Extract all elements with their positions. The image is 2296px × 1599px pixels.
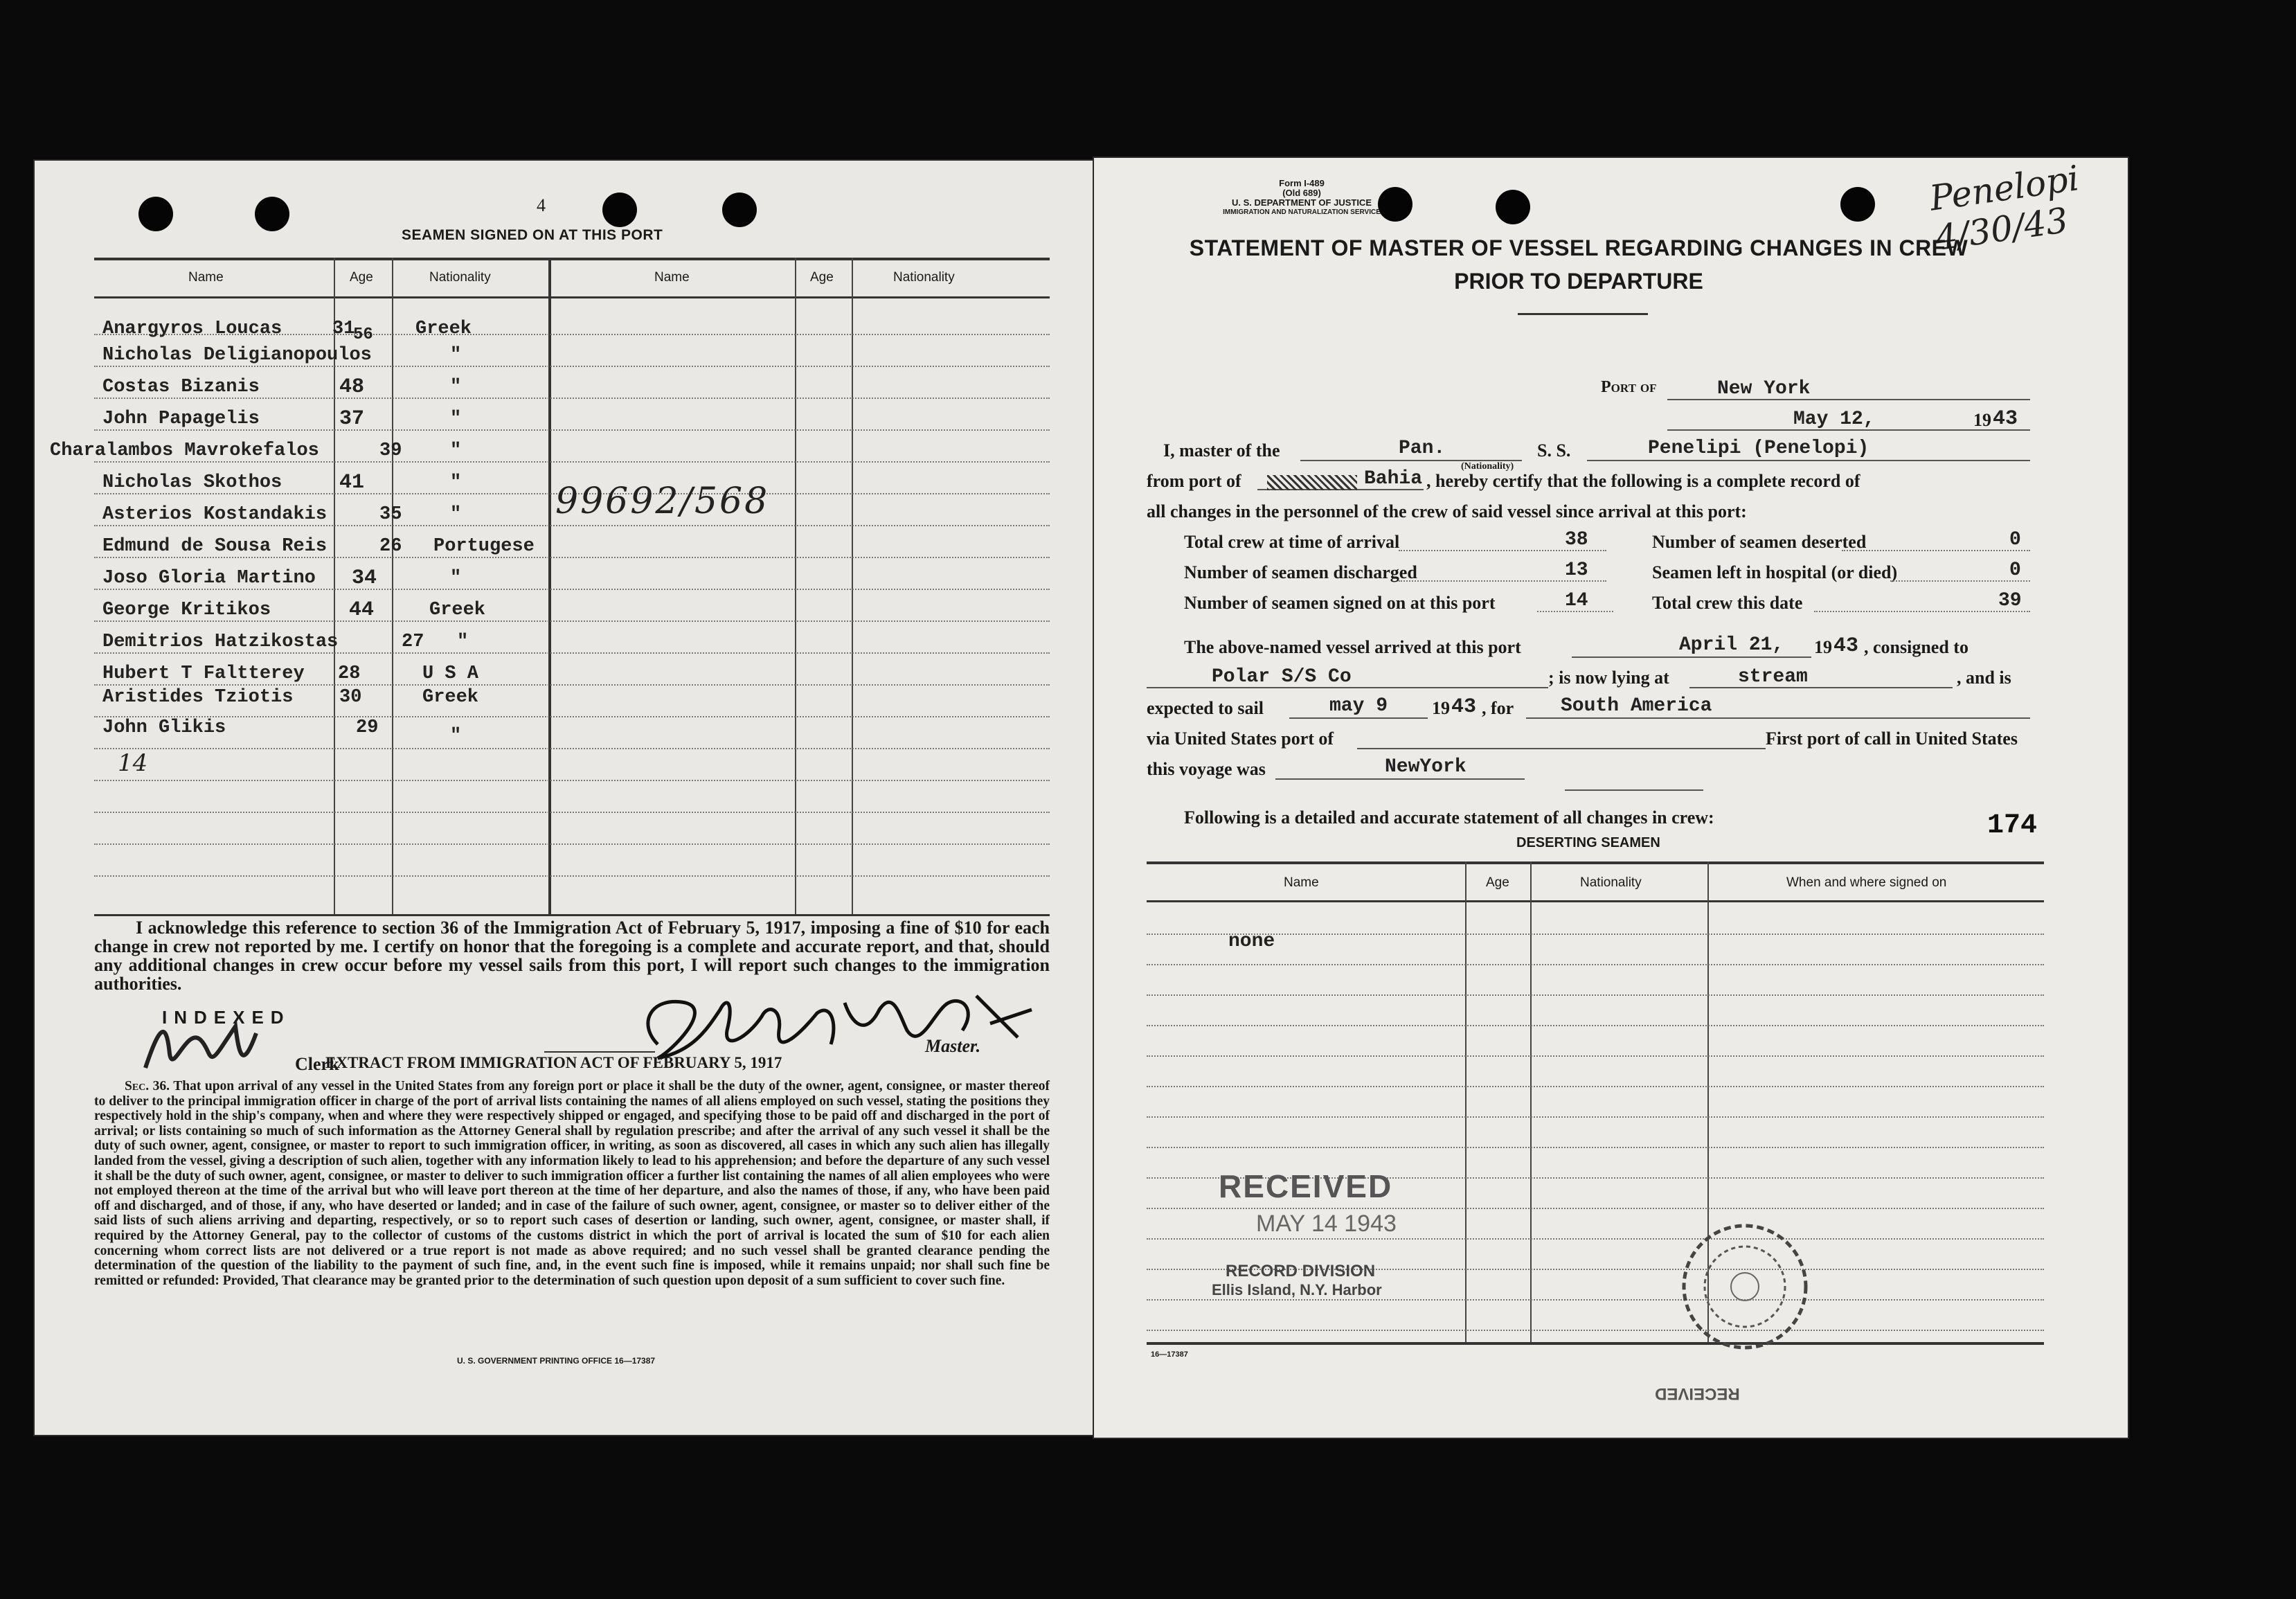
row-rule xyxy=(94,620,1050,622)
circle-stamp-text: RECEIVED xyxy=(1655,1384,1740,1403)
punch-hole xyxy=(255,197,289,231)
crew-age: 44 xyxy=(349,598,375,622)
row-rule xyxy=(94,429,1050,431)
crew-nationality: U S A xyxy=(422,663,479,684)
row-rule xyxy=(1147,1025,2044,1026)
crew-name: Nicholas Skothos xyxy=(102,472,282,493)
changes-text: all changes in the personnel of the crew of said vessel since arrival at this port: xyxy=(1147,501,1747,521)
crew-nationality: " xyxy=(450,377,462,397)
and-is-label: , and is xyxy=(1957,668,2011,688)
stat-label: Seamen left in hospital (or died) xyxy=(1652,562,1898,582)
crew-name: John Glikis xyxy=(102,717,226,738)
arrived-year: 43 xyxy=(1833,634,1859,658)
received-date: MAY 14 1943 xyxy=(1256,1211,1397,1237)
service-name: IMMIGRATION AND NATURALIZATION SERVICE xyxy=(1223,208,1381,216)
row-rule xyxy=(94,716,1050,717)
printer-line: U. S. GOVERNMENT PRINTING OFFICE 16—17387 xyxy=(457,1356,656,1366)
row-rule xyxy=(94,780,1050,781)
sail-year: 43 xyxy=(1451,695,1477,719)
crew-age: 31 xyxy=(332,319,355,339)
stat-value: 39 xyxy=(1998,590,2022,611)
crew-nationality: " xyxy=(450,568,462,589)
row-rule xyxy=(1147,1299,2044,1301)
crew-nationality: " xyxy=(450,472,462,493)
following-label: Following is a detailed and accurate statement of all changes in crew: xyxy=(1184,807,1714,828)
row-rule xyxy=(1147,1086,2044,1087)
deserting-header-rule xyxy=(1147,900,2044,902)
form-id: Form I-489 xyxy=(1279,178,1325,188)
row-rule xyxy=(94,366,1050,367)
row-rule xyxy=(1147,964,2044,965)
crew-name: Edmund de Sousa Reis xyxy=(102,536,328,557)
clerk-label: Clerk xyxy=(295,1054,339,1074)
indexed-stamp: INDEXED xyxy=(162,1007,291,1028)
arrived-label: The above-named vessel arrived at this port xyxy=(1184,637,1521,657)
port-label: Port of xyxy=(1601,378,1657,396)
arrived-underline xyxy=(1572,656,1811,658)
deserting-heading: DESERTING SEAMEN xyxy=(1516,835,1660,850)
handwritten-file-number: 99692/568 xyxy=(555,481,770,522)
crew-age: 30 xyxy=(339,687,362,708)
arrived-year-prefix: 19 xyxy=(1814,637,1832,657)
expected-label: expected to sail xyxy=(1147,698,1264,718)
crew-name: Charalambos Mavrokefalos xyxy=(50,440,319,461)
lying-underline xyxy=(1689,687,1953,688)
col-divider xyxy=(392,258,393,914)
stat-value: 13 xyxy=(1565,560,1588,581)
nationality-value: Pan. xyxy=(1399,438,1446,459)
destination-value: South America xyxy=(1561,695,1712,717)
column-header: When and where signed on xyxy=(1786,875,1947,890)
column-header: Nationality xyxy=(1580,875,1642,890)
for-label: , for xyxy=(1482,698,1514,718)
row-rule xyxy=(94,812,1050,813)
stat-label: Number of seamen discharged xyxy=(1184,562,1417,582)
row-rule xyxy=(1147,1116,2044,1118)
crew-nationality: " xyxy=(450,726,462,747)
crew-nationality: Portugese xyxy=(433,536,535,557)
struck-out-text xyxy=(1267,475,1357,490)
section-text: That upon arrival of any vessel in the United States from any foreign port or place it shall be the duty of the owner, agent, consignee, or master thereof to deliver to the principal immigration officer in charge of the port of arrival lists containing the names of all aliens employed on such vessel, stating the positions they respectively hold in the ship's company, when and where they were respectively shipped or engaged, and specifying those to be paid off and discharged in the port of arrival; or lists containing so much of such information as the Attorney General shall by regulation prescribe; and after the arrival of any such vessel it shall be the duty of such owner, agent, consignee, or master to report to such immigration officer, in writing, as soon as discovered, all cases in which any such alien has illegally landed from the vessel, giving a description of such alien, together with any information likely to lead to his apprehension; and before the departure of any such vessel it shall be the duty of such owner, agent, consignee, or master to deliver to such immigration officer a further list containing the names of all alien employees who were not employed thereon at the time of the arrival but who will leave port thereon at the time of her departure, and also the names of those, if any, who have been paid off and discharged, and of those, if any, who have deserted or landed; and in case of the failure of such owner, agent, consignee, or master so to deliver either of the said lists of such aliens arriving and departing, respectively, or so to report such cases of desertion or landing, such owner, agent, consignee, or master shall, if required by the Attorney General, pay to the collector of customs of the customs district in which the port of arrival is located the sum of $10 for each alien concerning whom correct lists are not delivered or a true report is not made as above required; and no such vessel shall be granted clearance pending the determination of the question of the liability to the payment of such fine, and, in the event such fine is imposed, while it remains unpaid; nor shall such fine be remitted or refunded: Provided, That clearance may be granted prior to the determination of such question upon deposit of a sum sufficient to cover such fine. xyxy=(94,1079,1050,1288)
lying-label: ; is now lying at xyxy=(1548,668,1669,688)
via-underline xyxy=(1357,748,1766,749)
row-rule xyxy=(1147,1238,2044,1240)
row-rule xyxy=(94,652,1050,654)
row-rule xyxy=(1147,934,2044,935)
clerk-initials-signature xyxy=(138,1012,277,1082)
ship-name: Penelipi (Penelopi) xyxy=(1648,438,1869,459)
crew-nationality: " xyxy=(450,504,462,525)
form-title: STATEMENT OF MASTER OF VESSEL REGARDING CHANGES IN CREW xyxy=(1189,235,1968,260)
stat-label: Number of seamen deserted xyxy=(1652,532,1867,552)
sheet-number: 174 xyxy=(1987,810,2038,841)
handwritten-count: 14 xyxy=(118,749,148,777)
crew-name: George Kritikos xyxy=(102,600,271,620)
crew-nationality: " xyxy=(450,409,462,429)
crew-nationality: " xyxy=(450,345,462,366)
acknowledgement-text: I acknowledge this reference to section 36 of the Immigration Act of February 5, 1917, imposing a fine of $10 for each change in crew not reported by me. I certify on honor that the foregoing is a complete and accurate report, and that, should any additional changes in crew occur before my vessel sails from this port, I will report such changes to the immigration authorities. xyxy=(94,918,1050,994)
voyage-end-line xyxy=(1565,789,1703,791)
column-header: Age xyxy=(1486,875,1509,890)
crew-name: Demitrios Hatzikostas xyxy=(102,632,339,652)
certify-text: , hereby certify that the following is a complete record of xyxy=(1426,471,1860,491)
section-heading: SEAMEN SIGNED ON AT THIS PORT xyxy=(402,227,663,243)
stat-label: Total crew at time of arrival xyxy=(1184,532,1400,552)
deserting-table-top xyxy=(1147,861,2044,864)
nationality-caption: (Nationality) xyxy=(1461,461,1514,472)
stat-leader xyxy=(1842,550,2030,551)
arrived-date: April 21, xyxy=(1679,634,1784,656)
deserting-entry: none xyxy=(1228,931,1275,952)
crew-age: 37 xyxy=(339,407,365,431)
crew-name: Joso Gloria Martino xyxy=(102,568,316,589)
crew-age: 27 xyxy=(402,632,424,652)
right-page xyxy=(1094,158,2128,1438)
row-rule xyxy=(94,843,1050,845)
destination-underline xyxy=(1526,717,2030,719)
row-rule xyxy=(94,748,1050,749)
first-port-label: First port of call in United States xyxy=(1766,729,2018,749)
extract-title: EXTRACT FROM IMMIGRATION ACT OF FEBRUARY 5, 1917 xyxy=(325,1054,782,1071)
form-subtitle: PRIOR TO DEPARTURE xyxy=(1454,269,1703,294)
stat-value: 14 xyxy=(1565,590,1588,611)
crew-name: Costas Bizanis xyxy=(102,377,260,397)
col-divider xyxy=(795,258,796,914)
row-rule xyxy=(94,875,1050,877)
row-rule xyxy=(94,397,1050,399)
from-port-value: Bahia xyxy=(1364,468,1423,490)
column-header: Name xyxy=(1284,875,1319,890)
voyage-label: this voyage was xyxy=(1147,759,1266,779)
stat-label: Total crew this date xyxy=(1652,593,1803,613)
row-rule xyxy=(94,461,1050,463)
ss-label: S. S. xyxy=(1537,440,1571,461)
port-value: New York xyxy=(1717,378,1811,400)
row-rule xyxy=(1147,1330,2044,1331)
sail-date: may 9 xyxy=(1329,695,1388,717)
crew-nationality: " xyxy=(450,440,462,461)
punch-hole xyxy=(1840,187,1875,222)
from-port-label: from port of xyxy=(1147,471,1241,491)
row-rule xyxy=(94,557,1050,558)
voyage-value: NewYork xyxy=(1385,756,1467,778)
punch-hole xyxy=(1496,190,1530,224)
title-underline xyxy=(1518,313,1648,315)
crew-age: 34 xyxy=(352,566,377,590)
row-rule xyxy=(94,525,1050,526)
date-value: May 12, xyxy=(1793,409,1875,430)
crew-age: 26 xyxy=(379,536,402,557)
crew-name: Aristides Tziotis xyxy=(102,687,294,708)
crew-age: 35 xyxy=(379,504,402,525)
row-rule xyxy=(1147,994,2044,996)
punch-hole xyxy=(138,197,173,231)
crew-name: Nicholas Deligianopoulos xyxy=(102,345,372,366)
master-of-label: I, master of the xyxy=(1163,440,1280,461)
column-header: Age xyxy=(350,270,373,285)
consigned-label: , consigned to xyxy=(1864,637,1968,657)
crew-name: John Papagelis xyxy=(102,409,260,429)
stat-value: 38 xyxy=(1565,529,1588,551)
column-header: Age xyxy=(810,270,834,285)
punch-hole xyxy=(602,193,637,227)
year-prefix: 19 xyxy=(1973,410,1991,430)
crew-nationality: Greek xyxy=(415,319,472,339)
crew-age: 41 xyxy=(339,471,365,494)
table-top-rule xyxy=(94,258,1050,260)
sail-underline xyxy=(1289,717,1428,719)
crew-age: 39 xyxy=(379,440,402,461)
row-rule xyxy=(94,684,1050,686)
ship-underline xyxy=(1587,460,2030,461)
page-number: 4 xyxy=(537,195,546,215)
col-divider xyxy=(548,258,551,914)
form-header xyxy=(1184,179,1419,217)
crew-age: 28 xyxy=(338,663,361,684)
crew-age: 29 xyxy=(356,717,379,738)
stat-value: 0 xyxy=(2009,529,2021,551)
crew-name: Asterios Kostandakis xyxy=(102,504,328,525)
handwritten-annotation: Penelopi 4/30/43 xyxy=(1927,158,2082,259)
sail-year-prefix: 19 xyxy=(1432,698,1450,718)
consignee-value: Polar S/S Co xyxy=(1212,666,1352,688)
row-rule xyxy=(94,589,1050,590)
voyage-underline xyxy=(1275,778,1525,780)
ellis-island-label: Ellis Island, N.Y. Harbor xyxy=(1212,1281,1382,1298)
record-division: RECORD DIVISION xyxy=(1226,1262,1376,1280)
left-page xyxy=(35,161,1094,1435)
table-bottom-rule xyxy=(94,914,1050,916)
lying-value: stream xyxy=(1738,666,1808,688)
circular-seal-stamp xyxy=(1676,1217,1814,1356)
row-rule xyxy=(1147,1055,2044,1057)
crew-name: Anargyros Loucas xyxy=(102,319,282,339)
department-name: U. S. DEPARTMENT OF JUSTICE xyxy=(1232,197,1372,208)
column-header: Name xyxy=(654,270,690,285)
punch-hole xyxy=(722,193,757,227)
stat-value: 0 xyxy=(2009,560,2021,581)
column-header: Name xyxy=(188,270,224,285)
row-rule xyxy=(1147,1147,2044,1148)
deserting-table-bottom xyxy=(1147,1342,2044,1345)
received-stamp: RECEIVED xyxy=(1219,1168,1393,1204)
via-label: via United States port of xyxy=(1147,729,1334,749)
form-footer: 16—17387 xyxy=(1151,1350,1188,1359)
col-divider xyxy=(852,258,853,914)
year-value: 43 xyxy=(1993,407,2018,431)
stat-label: Number of seamen signed on at this port xyxy=(1184,593,1496,613)
statute-paragraph xyxy=(94,1079,1050,1288)
crew-age: 48 xyxy=(339,375,365,399)
crew-age: 56 xyxy=(353,325,373,344)
crew-nationality: Greek xyxy=(429,600,486,620)
form-old-id: (Old 689) xyxy=(1282,188,1321,198)
column-header: Nationality xyxy=(429,270,491,285)
crew-nationality: " xyxy=(457,632,469,652)
row-rule xyxy=(1147,1208,2044,1209)
table-header-rule xyxy=(94,296,1050,298)
crew-nationality: Greek xyxy=(422,687,479,708)
crew-name: Hubert T Faltterey xyxy=(102,663,305,684)
section-label: Sec. 36. xyxy=(125,1079,170,1093)
master-label: Master. xyxy=(925,1036,981,1056)
column-header: Nationality xyxy=(893,270,955,285)
